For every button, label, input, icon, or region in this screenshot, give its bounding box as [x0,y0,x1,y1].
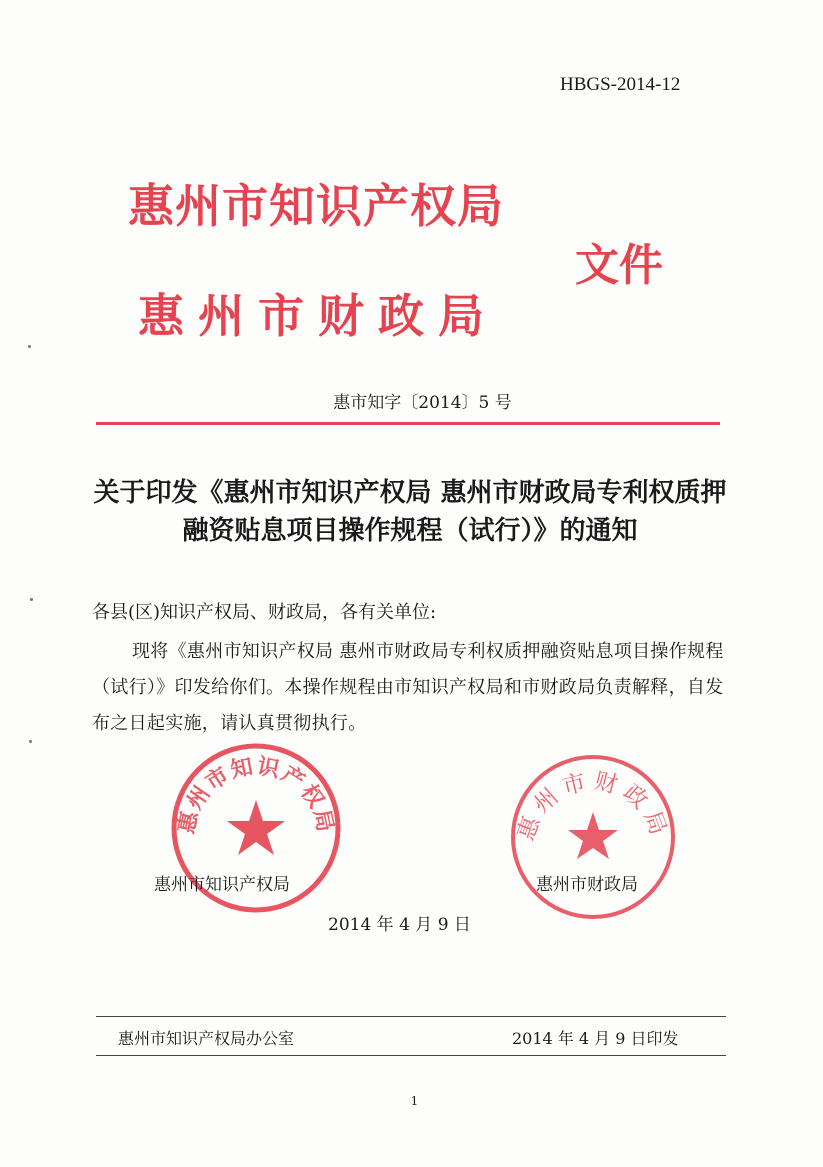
signatory-finance-bureau: 惠州市财政局 [536,875,638,895]
issuer-finance-bureau-heading: 惠州市财政局 [138,289,498,343]
page-number: 1 [410,1094,419,1108]
scan-speck [28,345,31,348]
body-paragraph: 现将《惠州市知识产权局 惠州市财政局专利权质押融资贴息项目操作规程（试行）》印发给你们。本操作规程由市知识产权局和市财政局负责解释，自发布之日起实施，请认真贯彻执行。 [92,641,724,734]
notice-title: 关于印发《惠州市知识产权局 惠州市财政局专利权质押融资贴息项目操作规程（试行）》的通知 [93,478,727,546]
footer-office: 惠州市知识产权局办公室 [118,1029,295,1048]
seal-ip-bureau-text: 惠州市知识产权局 [174,754,338,837]
footer-print-date: 2014 年 4 月 9 日印发 [512,1029,679,1048]
footer-top-rule [96,1016,726,1017]
footer-bottom-rule [96,1055,726,1056]
red-separator-line [96,422,720,425]
document-type-label: 文件 [575,240,663,291]
star-icon [227,800,285,855]
signatory-ip-bureau: 惠州市知识产权局 [154,875,290,895]
issue-date: 2014 年 4 月 9 日 [328,915,471,935]
issuer-ip-bureau-heading: 惠州市知识产权局 [128,179,504,233]
seal-finance-bureau [508,752,678,922]
addressee-line: 各县(区)知识产权局、财政局，各有关单位: [92,602,437,623]
reference-number: 惠市知字〔2014〕5 号 [333,393,512,413]
star-icon [568,812,618,859]
scan-speck [29,740,32,743]
seal-finance-bureau-text: 惠州市财政局 [513,768,673,844]
scan-speck [30,598,33,601]
document-id: HBGS-2014-12 [560,74,681,95]
